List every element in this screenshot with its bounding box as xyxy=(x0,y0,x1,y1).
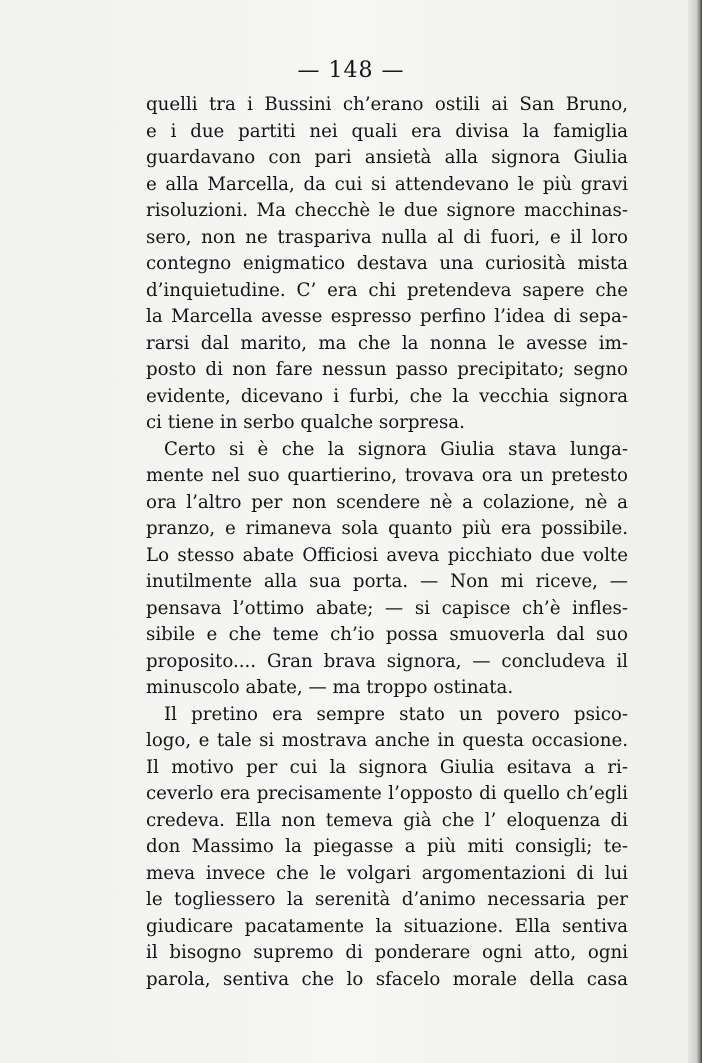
text-line: credeva. Ella non temeva già che l’ eloquenza di xyxy=(146,809,628,831)
text-line: mente nel suo quartierino, trovava ora un pretesto xyxy=(146,465,628,486)
text-line: logo, e tale si mostrava anche in questa occasione. xyxy=(146,730,628,751)
text-line: minuscolo abate, — ma troppo ostinata. xyxy=(146,677,514,698)
body-text xyxy=(146,92,628,993)
text-line: pensava l’ottimo abate; — si capisce ch’è infles- xyxy=(146,597,628,619)
text-line: parola, sentiva che lo sfacelo morale della casa xyxy=(146,968,628,990)
text-line: sero, non ne traspariva nulla al di fuori, e il loro xyxy=(146,226,628,248)
text-line: giudicare pacatamente la situazione. Ella sentiva xyxy=(146,915,628,937)
text-line: proposito.... Gran brava signora, — concludeva il xyxy=(146,650,628,672)
page-number: — 148 — xyxy=(297,58,405,83)
text-line: ceverlo era precisamente l’opposto di quello ch’egli xyxy=(146,783,628,804)
text-line: inutilmente alla sua porta. — Non mi riceve, — xyxy=(146,571,628,592)
text-line: le togliessero la serenità d’animo necessaria per xyxy=(146,889,628,910)
text-line: Lo stesso abate Officiosi aveva picchiato due volte xyxy=(146,544,628,566)
text-line: quelli tra i Bussini ch’erano ostili ai San Bruno, xyxy=(146,94,628,115)
text-line: Il motivo per cui la signora Giulia esitava a ri- xyxy=(146,756,628,778)
text-line: e alla Marcella, da cui si attendevano le più gravi xyxy=(146,173,628,195)
text-line: meva invece che le volgari argomentazioni di lui xyxy=(146,862,628,884)
text-line: risoluzioni. Ma checchè le due signore macchinas- xyxy=(146,200,628,221)
text-line: rarsi dal marito, ma che la nonna le avesse im- xyxy=(146,332,628,354)
text-line: contegno enigmatico destava una curiosità mista xyxy=(146,253,628,274)
text-line: don Massimo la piegasse a più miti consigli; te- xyxy=(146,836,628,857)
text-line: sibile e che teme ch’io possa smuoverla dal suo xyxy=(146,624,628,645)
text-line: il bisogno supremo di ponderare ogni atto, ogni xyxy=(146,942,628,963)
text-line: d’inquietudine. C’ era chi pretendeva sapere che xyxy=(146,279,628,301)
text-line: pranzo, e rimaneva sola quanto più era possibile. xyxy=(146,518,628,539)
text-line: guardavano con pari ansietà alla signora Giulia xyxy=(146,147,628,168)
text-line: evidente, dicevano i furbi, che la vecchia signora xyxy=(146,385,628,407)
text-line: posto di non fare nessun passo precipitato; segno xyxy=(146,359,628,380)
text-line: ci tiene in serbo qualche sorpresa. xyxy=(146,412,465,433)
page-edge-shadow xyxy=(688,0,702,1063)
text-line: la Marcella avesse espresso perfino l’idea di sepa- xyxy=(146,306,628,327)
text-line: ora l’altro per non scendere nè a colazione, nè a xyxy=(146,491,628,513)
text-line: Il pretino era sempre stato un povero psico- xyxy=(164,703,628,725)
text-line: e i due partiti nei quali era divisa la famiglia xyxy=(146,120,628,142)
text-line: Certo si è che la signora Giulia stava lunga- xyxy=(164,438,628,460)
